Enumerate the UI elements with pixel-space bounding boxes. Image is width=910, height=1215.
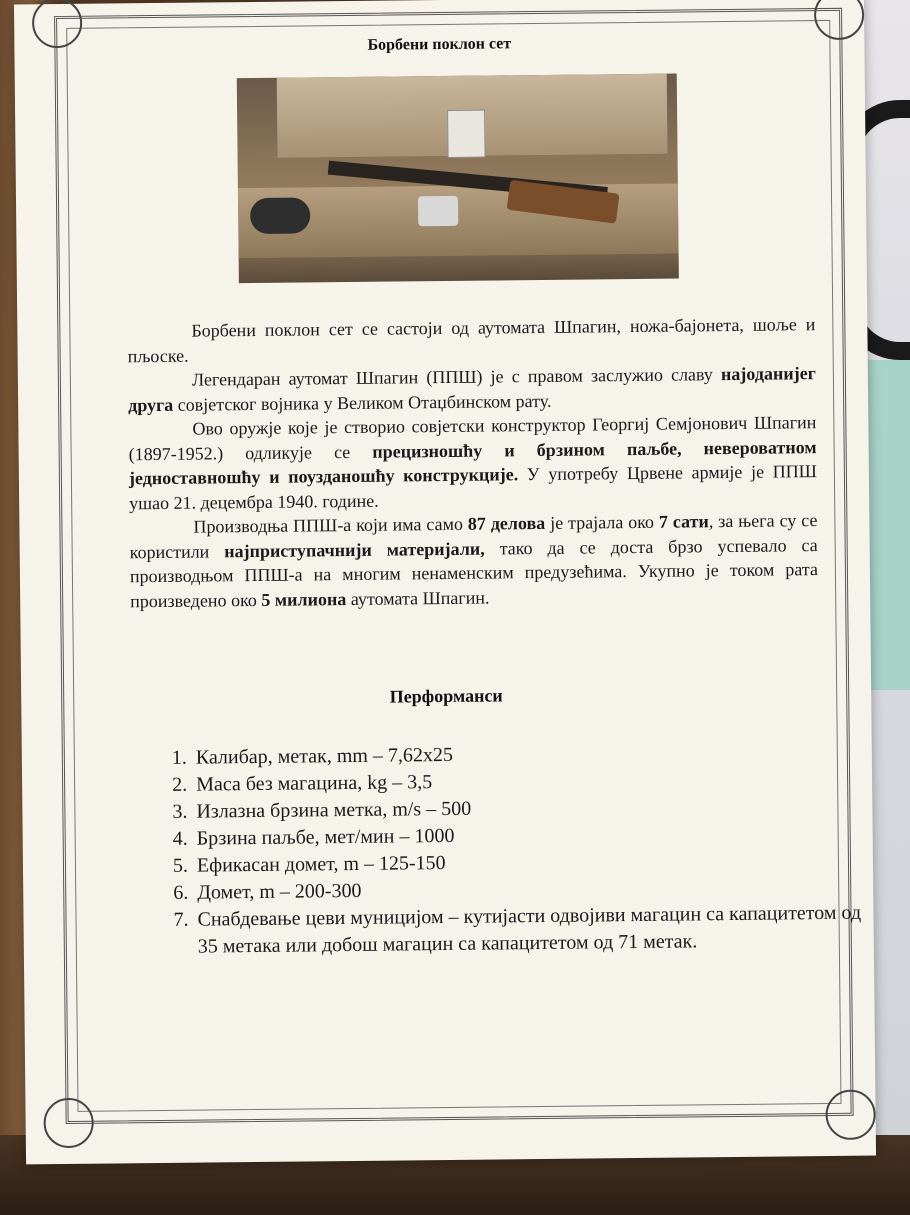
text-run: совјетског војника у Великом Отаџбинском рату. [173,390,552,415]
paragraph [128,361,816,417]
cup [418,196,458,226]
bold-text: најоданијег друга [128,363,816,415]
gift-set-photo [237,74,679,284]
text-run: Легендаран аутомат Шпагин (ППШ) је с правом заслужио славу [191,364,722,390]
bold-text: прецизношћу и брзином паљбе, невероватном једноставношћу и поузданошћу конструкције. [128,436,817,489]
text-run: У употребу Црвене армије је ППШ ушао 21. децембра 1940. године. [129,461,817,513]
page-title: Борбени поклон сет [367,35,512,54]
bold-text: 5 милиона [261,588,347,610]
spec-item: 3. Излазна брзина метка, m/s – 500 [192,791,882,825]
paragraph [127,312,815,368]
description-text [127,312,818,613]
bold-text: 7 сати [658,511,709,532]
corner-ornament-icon [825,1090,876,1141]
text-run: Борбени поклон сет се састоји од аутомата Шпагин, ножа-бајонета, шоље и пљоске. [127,314,816,366]
spec-item: 4. Брзина паљбе, мет/мин – 1000 [193,818,883,852]
spec-item: 6. Домет, m – 200-300 [193,872,883,906]
paragraph [128,410,817,515]
flask [250,197,310,234]
specs-list [162,737,884,961]
bold-text: најприступачнији материјали, [224,538,485,561]
text-run: , за њега су се користили [129,510,818,562]
spec-item: 5. Ефикасан домет, m – 125-150 [193,845,883,879]
text-run: аутомата Шпагин. [346,587,490,609]
text-run: је трајала око [545,511,660,533]
booklet [447,110,486,158]
spec-item: 1. Калибар, метак, mm – 7,62x25 [192,737,882,771]
document-page [14,0,876,1164]
text-run: Ово оружје које је створио совјетски конструктор Георгиј Семјонович Шпагин (1897-1952.) одликује се [128,412,817,464]
section-heading: Перформанси [389,685,503,707]
spec-item: 2. Маса без магацина, kg – 3,5 [192,764,882,798]
spec-item: 7. Снабдевање цеви муницијом – кутијасти одвојиви магацин са капацитетом од 35 метака или добош магацин са капацитетом од 71 метак. [193,899,884,960]
paragraph [129,508,818,613]
bold-text: 87 делова [467,512,546,534]
corner-ornament-icon [43,1098,94,1149]
text-run: Производња ППШ-а који има само [193,513,468,537]
text-run: тако да се доста брзо успевало са производњом ППШ-а на многим ненаменским предузећима. Укупно је током рата произведено око [129,534,819,611]
